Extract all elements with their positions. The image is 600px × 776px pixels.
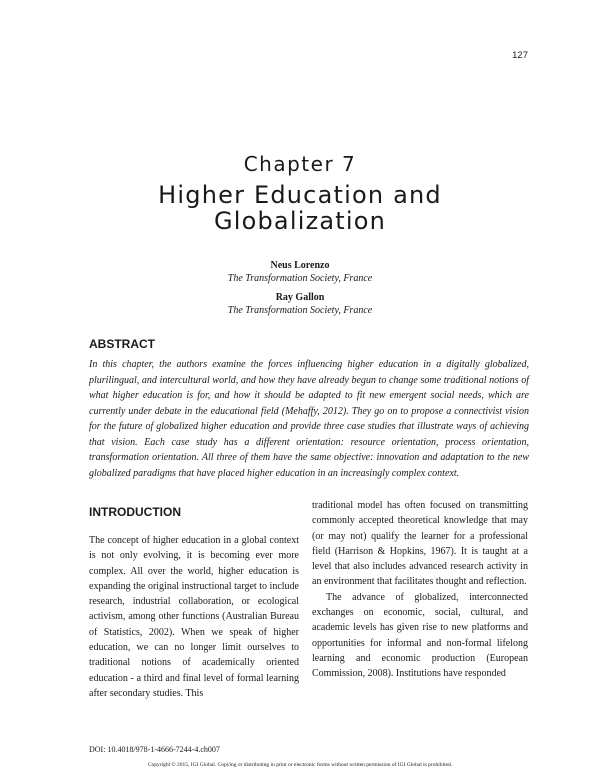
doi: DOI: 10.4018/978-1-4666-7244-4.ch007 (89, 745, 220, 754)
right-column (312, 498, 528, 682)
body-paragraph: The concept of higher education in a global context is not only evolving, it is becoming ever more complex. All over the world, higher education is expanding the original instructional target to include research, industrial collaboration, or ecological activism, among other functions (Australian Bureau of Statistics, 2002). When we speak of higher education, we can no longer limit ourselves to traditional notions of academically oriented education - a third and final level of formal learning after secondary studies. This (89, 535, 299, 699)
author-name: Ray Gallon (275, 292, 325, 303)
introduction-heading: INTRODUCTION (89, 505, 181, 519)
left-column (89, 533, 299, 701)
author-block (0, 259, 600, 285)
author-name: Neus Lorenzo (270, 260, 330, 271)
author-block (0, 291, 600, 317)
author-affiliation: The Transformation Society, France (227, 305, 373, 316)
body-paragraph: traditional model has often focused on transmitting commonly accepted theoretical knowledge that may (or may not) qualify the learner for a professional field (Harrison & Hopkins, 1967). It is taught at a level that also includes advanced research activity in an environment that facilitates thought and reflection. (312, 500, 528, 588)
body-paragraph: The advance of globalized, interconnected exchanges on economic, social, cultural, and academic levels has given rise to new platforms and opportunities for informal and non-formal lifelong learning and economic production (European Commission, 2008). Institutions have responded (312, 591, 528, 680)
chapter-label: Chapter 7 (243, 152, 357, 176)
abstract-text: In this chapter, the authors examine the forces influencing higher education in a digitally globalized, plurilingual, and intercultural world, and how they have already begun to change some traditional notions of what higher education is for, and how it should be adapted to fit new emergent social needs, which are currently under debate in the educational field (Mehaffy, 2012). They go on to propose a connectivist vision for the future of globalized higher education and provide three case studies that illustrate ways of achieving that vision. Each case study has a different orientation: resource orientation, process orientation, transformation orientation. All three of them have the same objective: innovation and adaptation to the new globalized paradigms that have placed higher education in an increasingly complex context. (89, 359, 529, 479)
abstract-heading: ABSTRACT (89, 337, 155, 351)
author-affiliation: The Transformation Society, France (227, 273, 373, 284)
copyright-notice: Copyright © 2015, IGI Global. Copying or distributing in print or electronic forms without written permission of IGI Global is prohibited. (147, 762, 453, 768)
page-number: 127 (512, 50, 528, 61)
chapter-title: Higher Education and Globalization (158, 181, 442, 235)
